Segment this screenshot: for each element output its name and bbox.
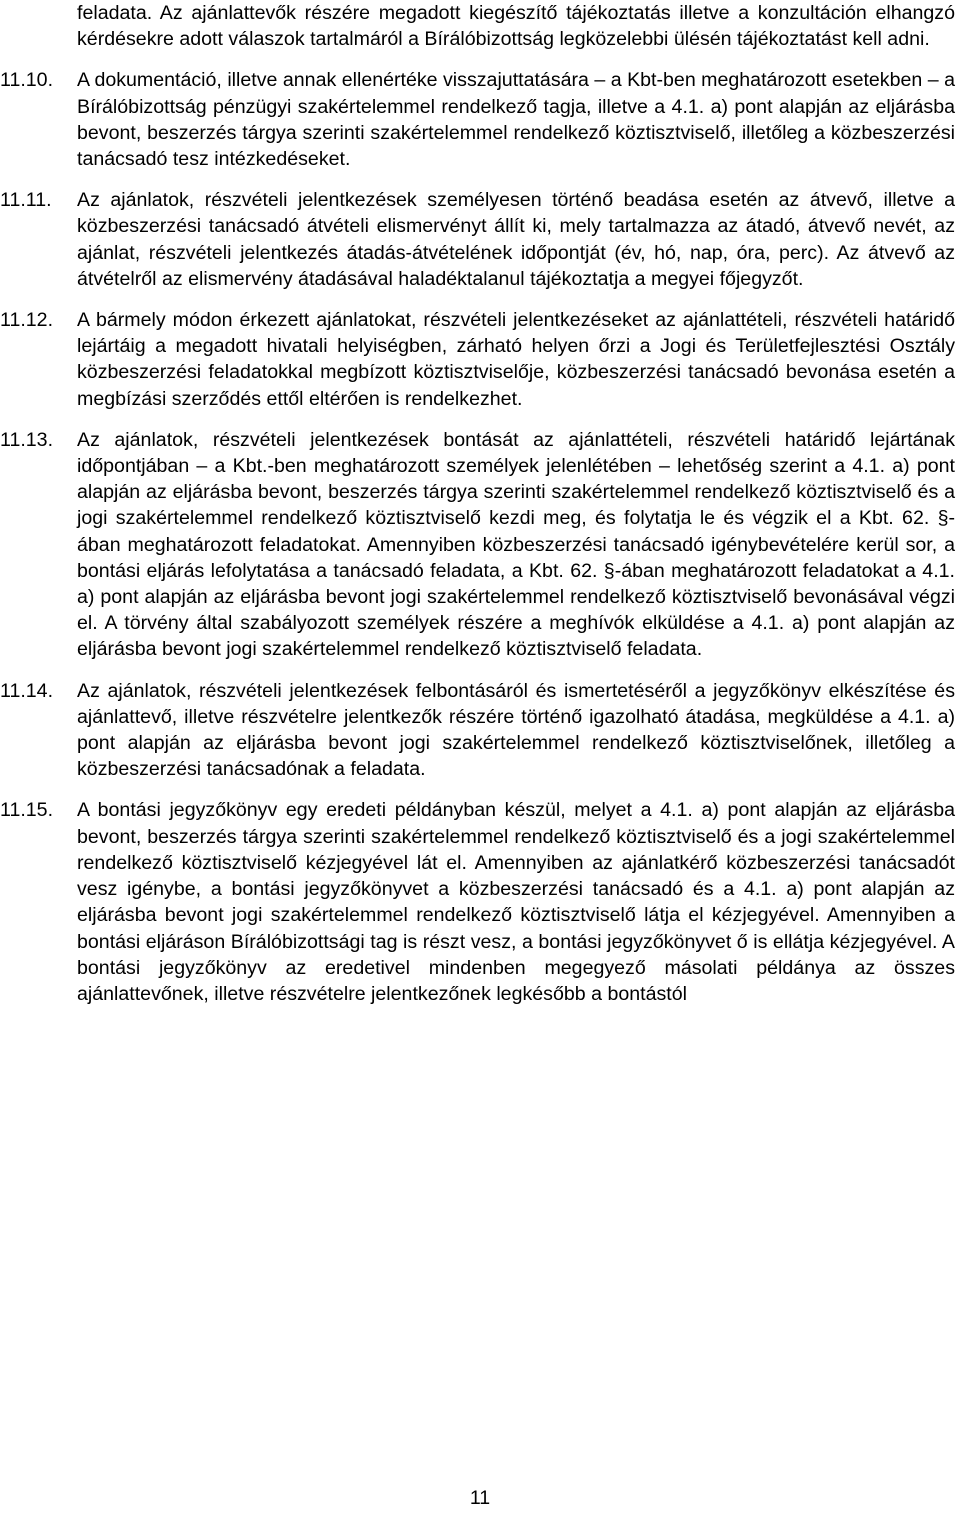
page-number: 11 — [469, 1487, 491, 1509]
section-text: Az ajánlatok, részvételi jelentkezések felbontásáról és ismertetéséről a jegyzőkönyv elkészítése és ajánlattevő, illetve részvételre jelentkezők részére történő igazolható átadása, megküldése a 4.1. a) pont alapján az eljárásba bevont jogi szakértelemmel rendelkező köztisztviselőnek, illetőleg a közbeszerzési tanácsadónak a feladata. — [77, 679, 955, 781]
section-11-13 — [0, 427, 955, 663]
section-11-12 — [0, 307, 955, 412]
section-text: Az ajánlatok, részvételi jelentkezések személyesen történő beadása esetén az átvevő, illetve a közbeszerzési tanácsadó átvételi elismervényt állít ki, mely tartalmazza az átadó, átvevő nevét, az ajánlat, részvételi jelentkezés átadás-átvételének időpontját (év, hó, nap, óra, perc). Az átvevő az átvételről az elismervény átadásával haladéktalanul tájékoztatja a megyei főjegyzőt. — [77, 189, 955, 290]
section-11-15 — [0, 797, 955, 1007]
section-number: 11.13. — [0, 428, 54, 451]
section-text: A bármely módon érkezett ajánlatokat, részvételi jelentkezéseket az ajánlattételi, részvételi határidő lejártáig a megadott hivatali helyiségben, zárható helyen őrzi a Jogi és Területfejlesztési Osztály közbeszerzési feladatokkal megbízott köztisztviselője, közbeszerzési tanácsadó bevonása esetén a megbízási szerződés ettől eltérően is rendelkezhet. — [77, 309, 955, 410]
section-11-10 — [0, 67, 955, 172]
lead-paragraph: feladata. Az ajánlattevők részére megadott kiegészítő tájékoztatás illetve a konzultáción elhangzó kérdésekre adott válaszok tartalmáról a Bírálóbizottság legközelebbi ülésén tájékoztatást kell adni. — [77, 2, 955, 51]
section-number: 11.14. — [0, 679, 54, 702]
section-text: A dokumentáció, illetve annak ellenértéke visszajuttatására – a Kbt-ben meghatározott esetekben – a Bírálóbizottság pénzügyi szakértelemmel rendelkező tagja, illetve a 4.1. a) pont alapján az eljárásba bevont, beszerzés tárgya szerinti szakértelemmel rendelkező köztisztviselő, illetőleg a közbeszerzési tanácsadó tesz intézkedéseket. — [77, 69, 955, 171]
section-number: 11.15. — [0, 799, 54, 822]
section-number: 11.11. — [0, 189, 52, 212]
section-number: 11.10. — [0, 69, 54, 92]
section-text: A bontási jegyzőkönyv egy eredeti példányban készül, melyet a 4.1. a) pont alapján az eljárásba bevont, beszerzés tárgya szerinti szakértelemmel rendelkező köztisztviselő és a jogi szakértelemmel rendelkező köztisztviselő kézjegyével lát el. Amennyiben az ajánlatkérő közbeszerzési tanácsadót vesz igénybe, a bontási jegyzőkönyvet a közbeszerzési tanácsadó és a 4.1. a) pont alapján az eljárásba bevont jogi szakértelemmel rendelkező köztisztviselő látja el kézjegyével. Amennyiben a bontási eljáráson Bírálóbizottsági tag is részt vesz, a bontási jegyzőkönyvet ő is ellátja kézjegyével. A bontási jegyzőkönyv az eredetivel mindenben megegyező másolati példánya az összes ajánlattevőnek, illetve részvételre jelentkezőnek legkésőbb a bontástól — [77, 799, 955, 1005]
section-number: 11.12. — [0, 309, 54, 332]
section-11-11 — [0, 187, 955, 292]
section-text: Az ajánlatok, részvételi jelentkezések bontását az ajánlattételi, részvételi határidő lejártának időpontjában – a Kbt.-ben meghatározott személyek jelenlétében – lehetőség szerint a 4.1. a) pont alapján az eljárásba bevont, beszerzés tárgya szerinti szakértelemmel rendelkező köztisztviselő és a jogi szakértelemmel rendelkező köztisztviselő kezdi meg, és folytatja le és végzik el a Kbt. 62. §-ában meghatározott feladatokat. Amennyiben közbeszerzési tanácsadó igénybevételére kerül sor, a bontási eljárás lefolytatása a tanácsadó feladata, a Kbt. 62. §-ában meghatározott feladatokat a 4.1. a) pont alapján az eljárásba bevont jogi szakértelemmel rendelkező köztisztviselő bevonásával végzi el. A törvény által szabályozott személyek részére a meghívók elküldése a 4.1. a) pont alapján az eljárásba bevont jogi szakértelemmel rendelkező köztisztviselő feladata. — [77, 428, 955, 661]
section-11-14 — [0, 678, 955, 783]
